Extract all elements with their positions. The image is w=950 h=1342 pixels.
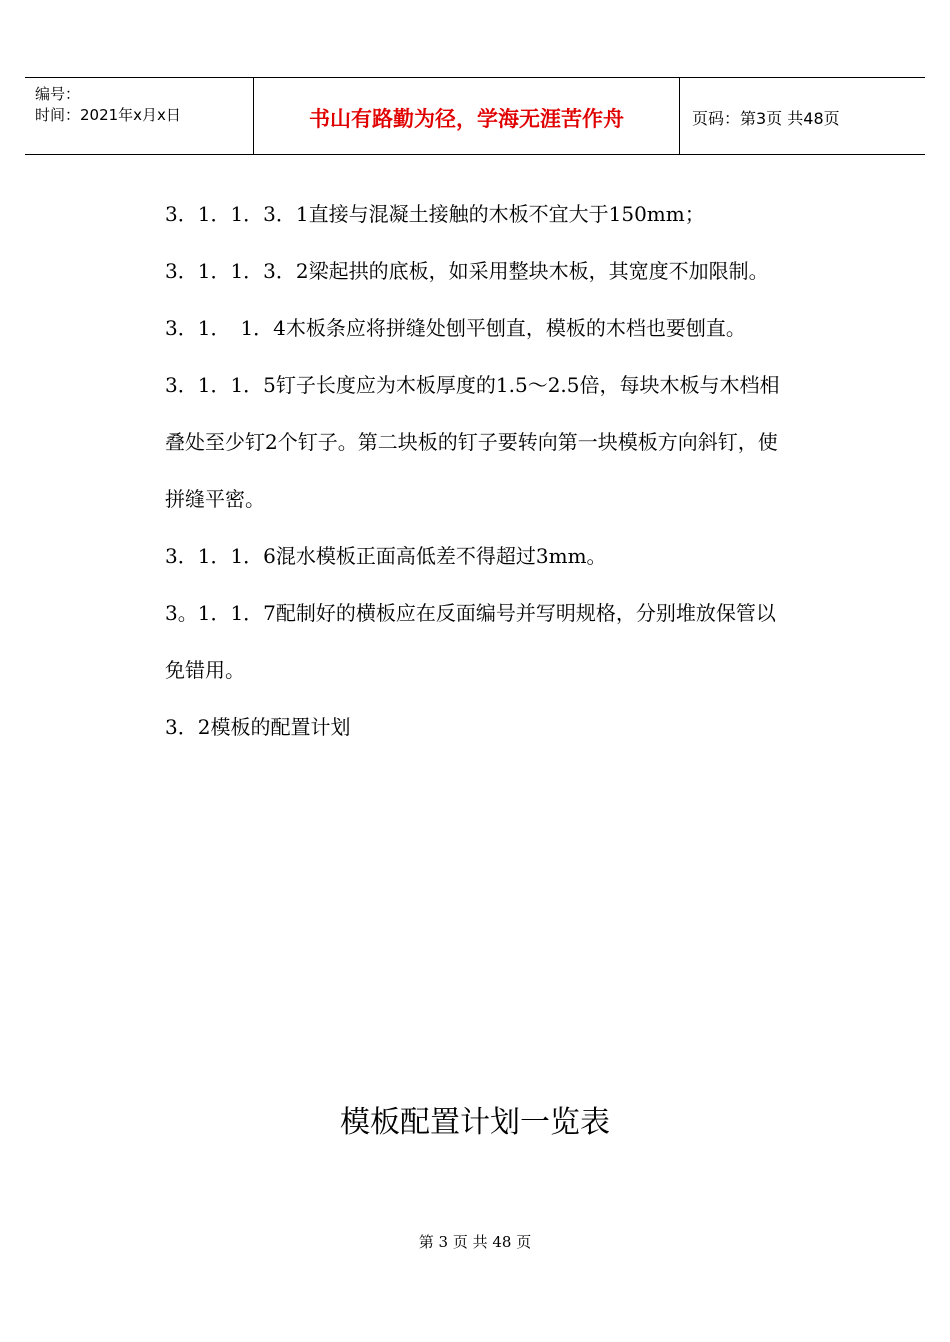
paragraph: 3．1．1．5钉子长度应为木板厚度的1.5～2.5倍，每块木板与木档相叠处至少钉2个钉子。第二块板的钉子要转向第一块模板方向斜钉，使拼缝平密。 (165, 373, 780, 511)
paragraph: 3．1．1．6混水模板正面高低差不得超过3mm。 (165, 544, 607, 568)
table-title: 模板配置计划一览表 (340, 1105, 610, 1140)
serial-label: 编号： (35, 85, 81, 103)
page-footer: 第 3 页 共 48 页 (418, 1233, 532, 1251)
header-page-info: 页码：第3页 共48页 (692, 108, 840, 128)
header-meta (25, 78, 254, 154)
paragraph: 3．1．1．3．1直接与混凝土接触的木板不宜大于150mm； (165, 202, 705, 226)
paragraph: 3。1．1．7配制好的横板应在反面编号并写明规格，分别堆放保管以免错用。 (165, 601, 776, 682)
document-body (165, 186, 790, 756)
header-motto: 书山有路勤为径，学海无涯苦作舟 (254, 78, 680, 154)
time-label: 时间：2021年x月x日 (35, 106, 181, 124)
paragraph: 3．1． 1．4木板条应将拼缝处刨平刨直，模板的木档也要刨直。 (165, 316, 746, 340)
page-header (25, 77, 925, 155)
section-heading: 3．2模板的配置计划 (165, 715, 351, 739)
paragraph: 3．1．1．3．2梁起拱的底板，如采用整块木板，其宽度不加限制。 (165, 259, 769, 283)
